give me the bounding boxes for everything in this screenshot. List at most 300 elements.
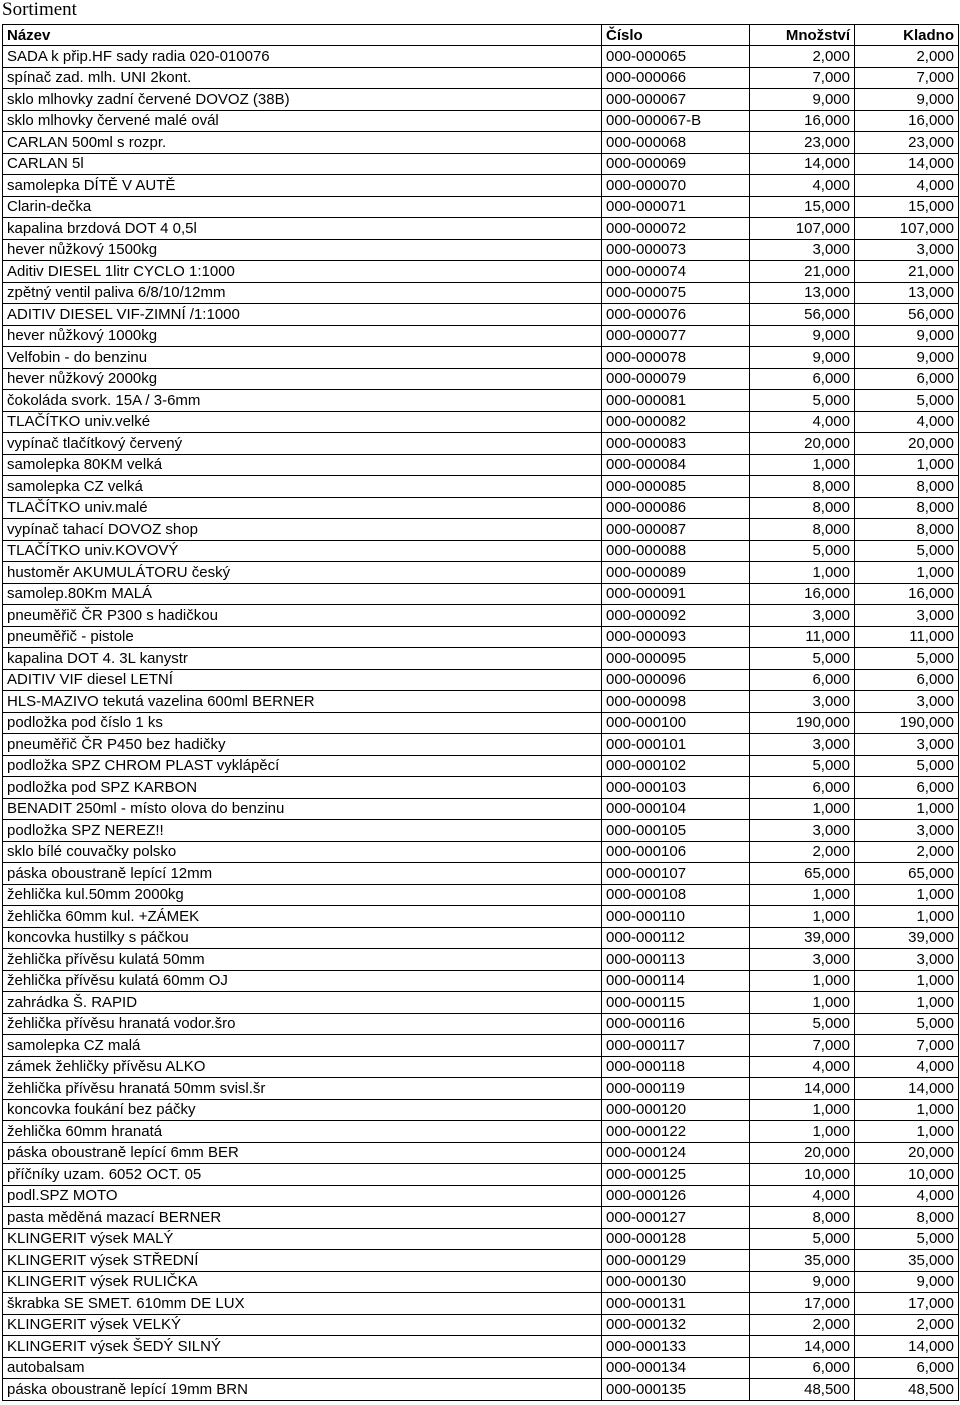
cell-quantity: 8,000 bbox=[750, 519, 855, 541]
cell-number: 000-000120 bbox=[602, 1099, 750, 1121]
cell-number: 000-000108 bbox=[602, 884, 750, 906]
cell-name: vypínač tahací DOVOZ shop bbox=[3, 519, 602, 541]
cell-number: 000-000122 bbox=[602, 1121, 750, 1143]
cell-name: hever nůžkový 1000kg bbox=[3, 325, 602, 347]
cell-number: 000-000126 bbox=[602, 1185, 750, 1207]
cell-quantity: 17,000 bbox=[750, 1293, 855, 1315]
cell-stock: 11,000 bbox=[855, 626, 959, 648]
table-row bbox=[3, 1271, 959, 1293]
cell-quantity: 4,000 bbox=[750, 1185, 855, 1207]
cell-stock: 65,000 bbox=[855, 863, 959, 885]
cell-name: podložka pod číslo 1 ks bbox=[3, 712, 602, 734]
cell-stock: 1,000 bbox=[855, 562, 959, 584]
cell-stock: 8,000 bbox=[855, 497, 959, 519]
cell-name: páska oboustraně lepící 12mm bbox=[3, 863, 602, 885]
cell-stock: 1,000 bbox=[855, 798, 959, 820]
cell-quantity: 6,000 bbox=[750, 669, 855, 691]
cell-stock: 7,000 bbox=[855, 1035, 959, 1057]
cell-quantity: 107,000 bbox=[750, 218, 855, 240]
cell-quantity: 65,000 bbox=[750, 863, 855, 885]
cell-number: 000-000095 bbox=[602, 648, 750, 670]
cell-name: SADA k přip.HF sady radia 020-010076 bbox=[3, 46, 602, 68]
cell-number: 000-000074 bbox=[602, 261, 750, 283]
table-row bbox=[3, 476, 959, 498]
cell-number: 000-000077 bbox=[602, 325, 750, 347]
table-row bbox=[3, 1250, 959, 1272]
cell-name: pneuměřič ČR P450 bez hadičky bbox=[3, 734, 602, 756]
cell-stock: 8,000 bbox=[855, 1207, 959, 1229]
cell-number: 000-000132 bbox=[602, 1314, 750, 1336]
table-row bbox=[3, 712, 959, 734]
cell-stock: 16,000 bbox=[855, 110, 959, 132]
cell-number: 000-000092 bbox=[602, 605, 750, 627]
table-row bbox=[3, 1078, 959, 1100]
cell-quantity: 6,000 bbox=[750, 1357, 855, 1379]
table-row bbox=[3, 583, 959, 605]
cell-name: koncovka foukání bez páčky bbox=[3, 1099, 602, 1121]
cell-quantity: 21,000 bbox=[750, 261, 855, 283]
cell-number: 000-000135 bbox=[602, 1379, 750, 1401]
cell-name: samolep.80Km MALÁ bbox=[3, 583, 602, 605]
table-row bbox=[3, 411, 959, 433]
cell-number: 000-000107 bbox=[602, 863, 750, 885]
cell-quantity: 3,000 bbox=[750, 239, 855, 261]
cell-name: Clarin-dečka bbox=[3, 196, 602, 218]
table-row bbox=[3, 1357, 959, 1379]
cell-name: koncovka hustilky s páčkou bbox=[3, 927, 602, 949]
cell-name: kapalina DOT 4. 3L kanystr bbox=[3, 648, 602, 670]
cell-number: 000-000083 bbox=[602, 433, 750, 455]
cell-quantity: 8,000 bbox=[750, 476, 855, 498]
cell-quantity: 1,000 bbox=[750, 970, 855, 992]
cell-name: samolepka 80KM velká bbox=[3, 454, 602, 476]
column-header-number: Číslo bbox=[602, 25, 750, 46]
table-row bbox=[3, 1207, 959, 1229]
table-row bbox=[3, 454, 959, 476]
cell-quantity: 13,000 bbox=[750, 282, 855, 304]
cell-name: pasta měděná mazací BERNER bbox=[3, 1207, 602, 1229]
cell-quantity: 1,000 bbox=[750, 884, 855, 906]
cell-name: žehlička přívěsu hranatá 50mm svisl.šr bbox=[3, 1078, 602, 1100]
cell-stock: 7,000 bbox=[855, 67, 959, 89]
table-body bbox=[3, 46, 959, 1401]
cell-number: 000-000087 bbox=[602, 519, 750, 541]
cell-name: příčníky uzam. 6052 OCT. 05 bbox=[3, 1164, 602, 1186]
table-row bbox=[3, 906, 959, 928]
cell-quantity: 2,000 bbox=[750, 1314, 855, 1336]
cell-number: 000-000125 bbox=[602, 1164, 750, 1186]
cell-number: 000-000133 bbox=[602, 1336, 750, 1358]
cell-stock: 107,000 bbox=[855, 218, 959, 240]
table-row bbox=[3, 1035, 959, 1057]
cell-quantity: 4,000 bbox=[750, 411, 855, 433]
cell-name: žehlička přívěsu kulatá 50mm bbox=[3, 949, 602, 971]
cell-stock: 8,000 bbox=[855, 519, 959, 541]
cell-name: sklo mlhovky zadní červené DOVOZ (38B) bbox=[3, 89, 602, 111]
cell-name: podložka SPZ NEREZ!! bbox=[3, 820, 602, 842]
cell-number: 000-000119 bbox=[602, 1078, 750, 1100]
table-row bbox=[3, 970, 959, 992]
cell-stock: 6,000 bbox=[855, 1357, 959, 1379]
cell-stock: 3,000 bbox=[855, 949, 959, 971]
cell-number: 000-000117 bbox=[602, 1035, 750, 1057]
cell-quantity: 4,000 bbox=[750, 1056, 855, 1078]
cell-name: KLINGERIT výsek ŠEDÝ SILNÝ bbox=[3, 1336, 602, 1358]
cell-quantity: 8,000 bbox=[750, 497, 855, 519]
cell-name: CARLAN 500ml s rozpr. bbox=[3, 132, 602, 154]
table-row bbox=[3, 390, 959, 412]
cell-name: vypínač tlačítkový červený bbox=[3, 433, 602, 455]
cell-name: samolepka CZ velká bbox=[3, 476, 602, 498]
cell-name: ADITIV DIESEL VIF-ZIMNÍ /1:1000 bbox=[3, 304, 602, 326]
table-row bbox=[3, 153, 959, 175]
table-row bbox=[3, 46, 959, 68]
cell-number: 000-000070 bbox=[602, 175, 750, 197]
cell-name: páska oboustraně lepící 6mm BER bbox=[3, 1142, 602, 1164]
cell-quantity: 6,000 bbox=[750, 777, 855, 799]
cell-quantity: 35,000 bbox=[750, 1250, 855, 1272]
table-row bbox=[3, 626, 959, 648]
inventory-table bbox=[2, 24, 959, 1401]
cell-number: 000-000067 bbox=[602, 89, 750, 111]
cell-quantity: 16,000 bbox=[750, 583, 855, 605]
cell-name: Aditiv DIESEL 1litr CYCLO 1:1000 bbox=[3, 261, 602, 283]
cell-name: KLINGERIT výsek VELKÝ bbox=[3, 1314, 602, 1336]
cell-stock: 3,000 bbox=[855, 605, 959, 627]
cell-name: hustoměr AKUMULÁTORU český bbox=[3, 562, 602, 584]
cell-stock: 6,000 bbox=[855, 669, 959, 691]
cell-number: 000-000104 bbox=[602, 798, 750, 820]
table-row bbox=[3, 691, 959, 713]
cell-number: 000-000068 bbox=[602, 132, 750, 154]
cell-number: 000-000085 bbox=[602, 476, 750, 498]
cell-quantity: 2,000 bbox=[750, 841, 855, 863]
page-title: Sortiment bbox=[2, 0, 77, 20]
table-row bbox=[3, 734, 959, 756]
cell-quantity: 3,000 bbox=[750, 605, 855, 627]
table-row bbox=[3, 67, 959, 89]
table-row bbox=[3, 497, 959, 519]
table-row bbox=[3, 1121, 959, 1143]
table-row bbox=[3, 992, 959, 1014]
cell-stock: 6,000 bbox=[855, 368, 959, 390]
cell-name: podložka SPZ CHROM PLAST vyklápěcí bbox=[3, 755, 602, 777]
cell-stock: 1,000 bbox=[855, 1099, 959, 1121]
cell-name: samolepka DÍTĚ V AUTĚ bbox=[3, 175, 602, 197]
cell-stock: 1,000 bbox=[855, 906, 959, 928]
table-row bbox=[3, 863, 959, 885]
cell-quantity: 3,000 bbox=[750, 949, 855, 971]
cell-number: 000-000078 bbox=[602, 347, 750, 369]
cell-number: 000-000086 bbox=[602, 497, 750, 519]
cell-number: 000-000130 bbox=[602, 1271, 750, 1293]
cell-number: 000-000131 bbox=[602, 1293, 750, 1315]
cell-number: 000-000106 bbox=[602, 841, 750, 863]
cell-number: 000-000091 bbox=[602, 583, 750, 605]
table-row bbox=[3, 949, 959, 971]
cell-stock: 5,000 bbox=[855, 1228, 959, 1250]
cell-quantity: 1,000 bbox=[750, 454, 855, 476]
table-row bbox=[3, 261, 959, 283]
cell-stock: 15,000 bbox=[855, 196, 959, 218]
cell-number: 000-000072 bbox=[602, 218, 750, 240]
cell-number: 000-000116 bbox=[602, 1013, 750, 1035]
cell-number: 000-000066 bbox=[602, 67, 750, 89]
cell-quantity: 16,000 bbox=[750, 110, 855, 132]
table-header bbox=[3, 25, 959, 46]
cell-number: 000-000114 bbox=[602, 970, 750, 992]
cell-quantity: 190,000 bbox=[750, 712, 855, 734]
cell-stock: 56,000 bbox=[855, 304, 959, 326]
table-row bbox=[3, 239, 959, 261]
cell-quantity: 5,000 bbox=[750, 648, 855, 670]
table-row bbox=[3, 304, 959, 326]
cell-name: žehlička 60mm hranatá bbox=[3, 1121, 602, 1143]
table-row bbox=[3, 218, 959, 240]
cell-name: hever nůžkový 2000kg bbox=[3, 368, 602, 390]
cell-name: pneuměřič - pistole bbox=[3, 626, 602, 648]
table-row bbox=[3, 110, 959, 132]
table-row bbox=[3, 540, 959, 562]
table-row bbox=[3, 1013, 959, 1035]
table-row bbox=[3, 175, 959, 197]
cell-stock: 2,000 bbox=[855, 46, 959, 68]
cell-quantity: 3,000 bbox=[750, 734, 855, 756]
cell-number: 000-000084 bbox=[602, 454, 750, 476]
table-row bbox=[3, 820, 959, 842]
cell-stock: 3,000 bbox=[855, 239, 959, 261]
cell-quantity: 48,500 bbox=[750, 1379, 855, 1401]
table-row bbox=[3, 777, 959, 799]
cell-name: Velfobin - do benzinu bbox=[3, 347, 602, 369]
cell-stock: 23,000 bbox=[855, 132, 959, 154]
cell-stock: 17,000 bbox=[855, 1293, 959, 1315]
cell-name: zámek žehličky přívěsu ALKO bbox=[3, 1056, 602, 1078]
cell-name: žehlička přívěsu hranatá vodor.šro bbox=[3, 1013, 602, 1035]
cell-quantity: 9,000 bbox=[750, 347, 855, 369]
cell-name: CARLAN 5l bbox=[3, 153, 602, 175]
table-row bbox=[3, 325, 959, 347]
cell-number: 000-000082 bbox=[602, 411, 750, 433]
cell-number: 000-000127 bbox=[602, 1207, 750, 1229]
cell-number: 000-000105 bbox=[602, 820, 750, 842]
header-row bbox=[3, 25, 959, 46]
table-row bbox=[3, 347, 959, 369]
cell-stock: 39,000 bbox=[855, 927, 959, 949]
table-row bbox=[3, 841, 959, 863]
cell-quantity: 10,000 bbox=[750, 1164, 855, 1186]
cell-quantity: 20,000 bbox=[750, 1142, 855, 1164]
cell-name: autobalsam bbox=[3, 1357, 602, 1379]
cell-quantity: 5,000 bbox=[750, 540, 855, 562]
cell-name: ADITIV VIF diesel LETNÍ bbox=[3, 669, 602, 691]
table-row bbox=[3, 89, 959, 111]
cell-number: 000-000067-B bbox=[602, 110, 750, 132]
cell-name: KLINGERIT výsek MALÝ bbox=[3, 1228, 602, 1250]
table-row bbox=[3, 196, 959, 218]
cell-number: 000-000118 bbox=[602, 1056, 750, 1078]
cell-quantity: 3,000 bbox=[750, 820, 855, 842]
cell-stock: 20,000 bbox=[855, 1142, 959, 1164]
cell-stock: 1,000 bbox=[855, 1121, 959, 1143]
table-row bbox=[3, 1314, 959, 1336]
table-row bbox=[3, 1293, 959, 1315]
cell-number: 000-000081 bbox=[602, 390, 750, 412]
cell-name: žehlička přívěsu kulatá 60mm OJ bbox=[3, 970, 602, 992]
cell-quantity: 5,000 bbox=[750, 755, 855, 777]
cell-quantity: 2,000 bbox=[750, 46, 855, 68]
cell-stock: 5,000 bbox=[855, 540, 959, 562]
cell-number: 000-000101 bbox=[602, 734, 750, 756]
cell-number: 000-000115 bbox=[602, 992, 750, 1014]
cell-name: páska oboustraně lepící 19mm BRN bbox=[3, 1379, 602, 1401]
cell-stock: 3,000 bbox=[855, 691, 959, 713]
cell-stock: 1,000 bbox=[855, 454, 959, 476]
cell-stock: 4,000 bbox=[855, 411, 959, 433]
table-row bbox=[3, 562, 959, 584]
cell-quantity: 14,000 bbox=[750, 153, 855, 175]
cell-number: 000-000110 bbox=[602, 906, 750, 928]
cell-number: 000-000103 bbox=[602, 777, 750, 799]
cell-name: TLAČÍTKO univ.velké bbox=[3, 411, 602, 433]
cell-name: KLINGERIT výsek RULIČKA bbox=[3, 1271, 602, 1293]
cell-stock: 14,000 bbox=[855, 1336, 959, 1358]
table-row bbox=[3, 282, 959, 304]
cell-number: 000-000071 bbox=[602, 196, 750, 218]
cell-stock: 5,000 bbox=[855, 1013, 959, 1035]
cell-stock: 3,000 bbox=[855, 820, 959, 842]
table-row bbox=[3, 1099, 959, 1121]
column-header-quantity: Množství bbox=[750, 25, 855, 46]
table-row bbox=[3, 798, 959, 820]
cell-stock: 4,000 bbox=[855, 1185, 959, 1207]
cell-number: 000-000100 bbox=[602, 712, 750, 734]
table-row bbox=[3, 884, 959, 906]
cell-number: 000-000065 bbox=[602, 46, 750, 68]
cell-stock: 20,000 bbox=[855, 433, 959, 455]
table-row bbox=[3, 1185, 959, 1207]
table-row bbox=[3, 1336, 959, 1358]
cell-quantity: 11,000 bbox=[750, 626, 855, 648]
cell-name: samolepka CZ malá bbox=[3, 1035, 602, 1057]
cell-stock: 5,000 bbox=[855, 390, 959, 412]
cell-stock: 8,000 bbox=[855, 476, 959, 498]
cell-stock: 4,000 bbox=[855, 175, 959, 197]
cell-name: HLS-MAZIVO tekutá vazelina 600ml BERNER bbox=[3, 691, 602, 713]
table-row bbox=[3, 927, 959, 949]
cell-quantity: 4,000 bbox=[750, 175, 855, 197]
cell-number: 000-000112 bbox=[602, 927, 750, 949]
table-row bbox=[3, 1142, 959, 1164]
cell-number: 000-000089 bbox=[602, 562, 750, 584]
cell-number: 000-000102 bbox=[602, 755, 750, 777]
table-row bbox=[3, 1228, 959, 1250]
cell-quantity: 5,000 bbox=[750, 390, 855, 412]
cell-stock: 48,500 bbox=[855, 1379, 959, 1401]
cell-stock: 3,000 bbox=[855, 734, 959, 756]
cell-quantity: 5,000 bbox=[750, 1228, 855, 1250]
cell-quantity: 9,000 bbox=[750, 1271, 855, 1293]
cell-name: žehlička 60mm kul. +ZÁMEK bbox=[3, 906, 602, 928]
cell-stock: 35,000 bbox=[855, 1250, 959, 1272]
cell-name: žehlička kul.50mm 2000kg bbox=[3, 884, 602, 906]
cell-number: 000-000079 bbox=[602, 368, 750, 390]
cell-number: 000-000069 bbox=[602, 153, 750, 175]
cell-stock: 6,000 bbox=[855, 777, 959, 799]
cell-name: TLAČÍTKO univ.KOVOVÝ bbox=[3, 540, 602, 562]
cell-quantity: 1,000 bbox=[750, 992, 855, 1014]
cell-quantity: 56,000 bbox=[750, 304, 855, 326]
cell-quantity: 1,000 bbox=[750, 1121, 855, 1143]
table-row bbox=[3, 755, 959, 777]
cell-quantity: 3,000 bbox=[750, 691, 855, 713]
cell-name: čokoláda svork. 15A / 3-6mm bbox=[3, 390, 602, 412]
cell-number: 000-000129 bbox=[602, 1250, 750, 1272]
cell-stock: 13,000 bbox=[855, 282, 959, 304]
cell-stock: 5,000 bbox=[855, 648, 959, 670]
cell-name: pneuměřič ČR P300 s hadičkou bbox=[3, 605, 602, 627]
cell-name: BENADIT 250ml - místo olova do benzinu bbox=[3, 798, 602, 820]
cell-number: 000-000113 bbox=[602, 949, 750, 971]
cell-number: 000-000093 bbox=[602, 626, 750, 648]
cell-quantity: 1,000 bbox=[750, 1099, 855, 1121]
cell-stock: 10,000 bbox=[855, 1164, 959, 1186]
cell-number: 000-000098 bbox=[602, 691, 750, 713]
cell-quantity: 8,000 bbox=[750, 1207, 855, 1229]
cell-stock: 16,000 bbox=[855, 583, 959, 605]
cell-number: 000-000076 bbox=[602, 304, 750, 326]
cell-quantity: 20,000 bbox=[750, 433, 855, 455]
column-header-stock: Kladno bbox=[855, 25, 959, 46]
cell-name: zpětný ventil paliva 6/8/10/12mm bbox=[3, 282, 602, 304]
cell-stock: 190,000 bbox=[855, 712, 959, 734]
cell-quantity: 23,000 bbox=[750, 132, 855, 154]
cell-quantity: 1,000 bbox=[750, 562, 855, 584]
cell-number: 000-000075 bbox=[602, 282, 750, 304]
cell-name: hever nůžkový 1500kg bbox=[3, 239, 602, 261]
table-row bbox=[3, 1379, 959, 1401]
cell-quantity: 6,000 bbox=[750, 368, 855, 390]
cell-stock: 5,000 bbox=[855, 755, 959, 777]
table-row bbox=[3, 648, 959, 670]
table-row bbox=[3, 1056, 959, 1078]
cell-quantity: 15,000 bbox=[750, 196, 855, 218]
cell-quantity: 1,000 bbox=[750, 906, 855, 928]
cell-stock: 2,000 bbox=[855, 841, 959, 863]
cell-stock: 1,000 bbox=[855, 992, 959, 1014]
table-row bbox=[3, 669, 959, 691]
cell-quantity: 1,000 bbox=[750, 798, 855, 820]
cell-quantity: 14,000 bbox=[750, 1336, 855, 1358]
table-row bbox=[3, 1164, 959, 1186]
cell-stock: 21,000 bbox=[855, 261, 959, 283]
cell-number: 000-000088 bbox=[602, 540, 750, 562]
cell-stock: 1,000 bbox=[855, 970, 959, 992]
cell-stock: 14,000 bbox=[855, 1078, 959, 1100]
cell-name: spínač zad. mlh. UNI 2kont. bbox=[3, 67, 602, 89]
cell-name: podložka pod SPZ KARBON bbox=[3, 777, 602, 799]
cell-number: 000-000128 bbox=[602, 1228, 750, 1250]
table-row bbox=[3, 605, 959, 627]
column-header-name: Název bbox=[3, 25, 602, 46]
cell-quantity: 14,000 bbox=[750, 1078, 855, 1100]
cell-name: TLAČÍTKO univ.malé bbox=[3, 497, 602, 519]
cell-stock: 9,000 bbox=[855, 89, 959, 111]
cell-stock: 14,000 bbox=[855, 153, 959, 175]
cell-stock: 9,000 bbox=[855, 325, 959, 347]
cell-quantity: 7,000 bbox=[750, 67, 855, 89]
table-row bbox=[3, 519, 959, 541]
